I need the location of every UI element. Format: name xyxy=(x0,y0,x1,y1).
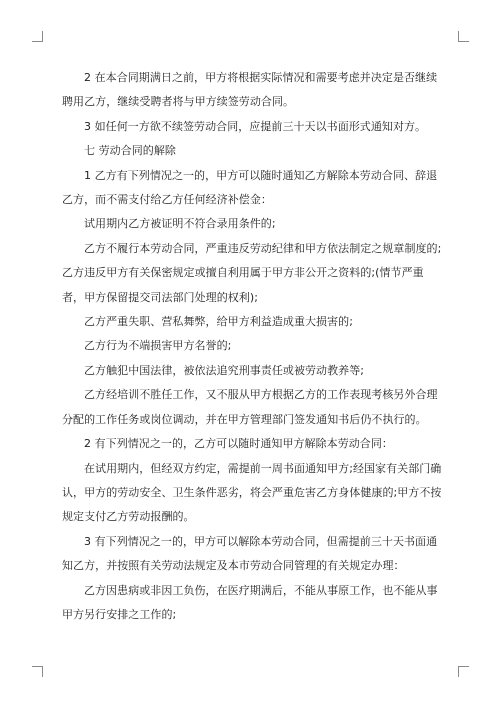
paragraph-criminal-liability: 乙方触犯中国法律，被依法追究刑事责任或被劳动教养等; xyxy=(84,363,365,377)
paragraph-incompetence: 乙方经培训不胜任工作，又不服从甲方根据乙方的工作表现考核另外合理分配的工作任务或岗位调动，并在甲方管理部门签发通知书后仍不执行的。 xyxy=(62,388,438,426)
crop-mark-bottom-left xyxy=(32,666,43,677)
paragraph-probation-unqualified: 试用期内乙方被证明不符合录用条件的; xyxy=(84,217,276,231)
paragraph-employer-termination-intro: 1 乙方有下列情况之一的，甲方可以随时通知乙方解除本劳动合同、辞退乙方，而不需支付给乙方任何经济补偿金： xyxy=(62,168,438,207)
paragraph-employee-termination-grounds: 在试用期内，但经双方约定，需提前一周书面通知甲方;经国家有关部门确认，甲方的劳动安全、卫生条件恶劣，将会严重危害乙方身体健康的;甲方不按规定支付乙方劳动报酬的。 xyxy=(62,461,442,524)
document-body xyxy=(62,66,442,627)
paragraph-notice-termination-intro: 3 有下列情况之一的，甲方可以解除本劳动合同，但需提前三十天书面通知乙方，并按照有关劳动法规定及本市劳动合同管理的有关规定办理： xyxy=(62,534,438,573)
paragraph-renewal-decision: 2 在本合同期满日之前，甲方将根据实际情况和需要考虑并决定是否继续聘用乙方，继续受聘者将与甲方续签劳动合同。 xyxy=(62,71,438,109)
paragraph-non-renewal-notice: 3 如任何一方欲不续签劳动合同，应提前三十天以书面形式通知对方。 xyxy=(84,119,427,133)
section-heading-termination: 七 劳动合同的解除 xyxy=(84,144,176,158)
paragraph-illness-injury: 乙方因患病或非因工负伤，在医疗期满后，不能从事原工作，也不能从事甲方另行安排之工作的; xyxy=(62,583,438,621)
crop-mark-top-left xyxy=(32,31,43,42)
paragraph-discipline-violation: 乙方不履行本劳动合同，严重违反劳动纪律和甲方依法制定之规章制度的; 乙方违反甲方有关保密规定或擅自利用属于甲方非公开之资料的;(情节严重者，甲方保留提交司法部门处理的权利); xyxy=(62,241,442,304)
paragraph-serious-dereliction: 乙方严重失职、营私舞弊，给甲方利益造成重大损害的; xyxy=(84,315,353,329)
crop-mark-bottom-right xyxy=(458,666,469,677)
paragraph-reputation-damage: 乙方行为不端损害甲方名誉的; xyxy=(84,339,232,353)
crop-mark-top-right xyxy=(458,31,469,42)
paragraph-employee-termination-intro: 2 有下列情况之一的，乙方可以随时通知甲方解除本劳动合同： xyxy=(84,437,393,451)
